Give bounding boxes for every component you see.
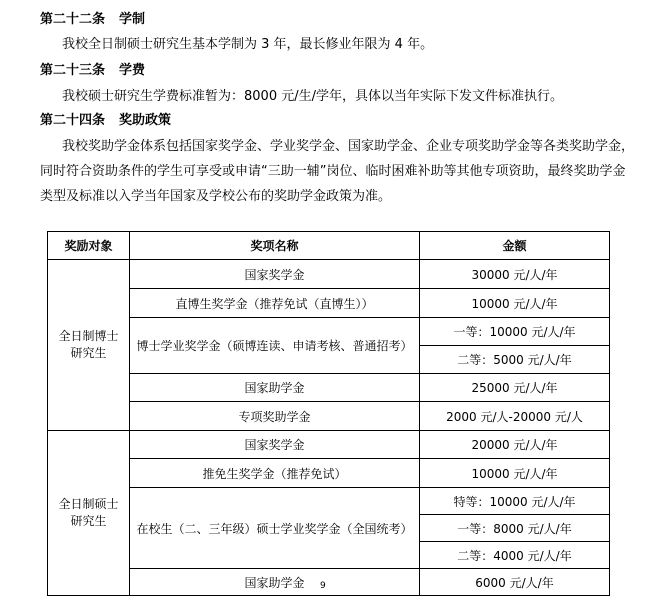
award-name-cell: 国家奖学金 [130, 431, 420, 459]
amount-cell: 二等：4000 元/人/年 [420, 542, 610, 569]
header-target: 奖励对象 [48, 232, 130, 260]
article-number: 第二十二条 [40, 12, 106, 27]
amount-cell: 一等：8000 元/人/年 [420, 515, 610, 542]
table-row [48, 402, 610, 431]
article-title: 学费 [119, 63, 146, 78]
amount-cell: 30000 元/人/年 [420, 260, 610, 289]
table-row [48, 569, 610, 596]
award-name-cell: 国家助学金 [130, 374, 420, 402]
article-24-heading [40, 113, 171, 129]
target-cell-master: 全日制硕士研究生 [48, 431, 130, 596]
amount-cell: 一等：10000 元/人/年 [420, 318, 610, 346]
table-row [48, 431, 610, 459]
table-row [48, 289, 610, 318]
article-22-heading [40, 12, 145, 28]
amount-cell: 10000 元/人/年 [420, 289, 610, 318]
article-23-text: 我校硕士研究生学费标准暂为：8000 元/生/学年，具体以当年实际下发文件标准执行。 [62, 89, 563, 104]
table-row [48, 459, 610, 488]
table-row [48, 374, 610, 402]
award-name-cell: 推免生奖学金（推荐免试） [130, 459, 420, 488]
award-name-cell: 专项奖助学金 [130, 402, 420, 431]
article-number: 第二十三条 [40, 63, 106, 78]
amount-cell: 2000 元/人-20000 元/人 [420, 402, 610, 431]
award-name-cell: 直博生奖学金（推荐免试（直博生）） [130, 289, 420, 318]
award-table [47, 231, 610, 596]
target-cell-phd: 全日制博士研究生 [48, 260, 130, 431]
article-title: 学制 [119, 12, 146, 27]
table-row [48, 260, 610, 289]
award-name-cell: 博士学业奖学金（硕博连读、申请考核、普通招考） [130, 318, 420, 374]
header-award-name: 奖项名称 [130, 232, 420, 260]
amount-cell: 特等：10000 元/人/年 [420, 488, 610, 515]
award-name-cell: 国家奖学金 [130, 260, 420, 289]
page-number: 9 [320, 581, 326, 591]
article-24-text-line-1: 我校奖助学金体系包括国家奖学金、学业奖学金、国家助学金、企业专项奖助学金等各类奖助学金， [62, 139, 635, 154]
amount-cell: 10000 元/人/年 [420, 459, 610, 488]
award-name-cell: 国家助学金 [130, 569, 420, 596]
amount-cell: 6000 元/人/年 [420, 569, 610, 596]
amount-cell: 二等：5000 元/人/年 [420, 346, 610, 374]
table-row [48, 318, 610, 346]
amount-cell: 20000 元/人/年 [420, 431, 610, 459]
table-header-row [48, 232, 610, 260]
article-24-text-line-3: 类型及标准以入学当年国家及学校公布的奖助学金政策为准。 [40, 189, 392, 204]
article-22-text: 我校全日制硕士研究生基本学制为 3 年，最长修业年限为 4 年。 [62, 37, 434, 52]
table-row [48, 488, 610, 515]
amount-cell: 25000 元/人/年 [420, 374, 610, 402]
article-number: 第二十四条 [40, 113, 106, 128]
award-name-cell: 在校生（二、三年级）硕士学业奖学金（全国统考） [130, 488, 420, 569]
article-24-text-line-2: 同时符合资助条件的学生可享受或申请“三助一辅”岗位、临时困难补助等其他专项资助，最终奖助学金 [40, 164, 626, 179]
article-title: 奖助政策 [119, 113, 172, 128]
article-23-heading [40, 63, 145, 79]
header-amount: 金额 [420, 232, 610, 260]
